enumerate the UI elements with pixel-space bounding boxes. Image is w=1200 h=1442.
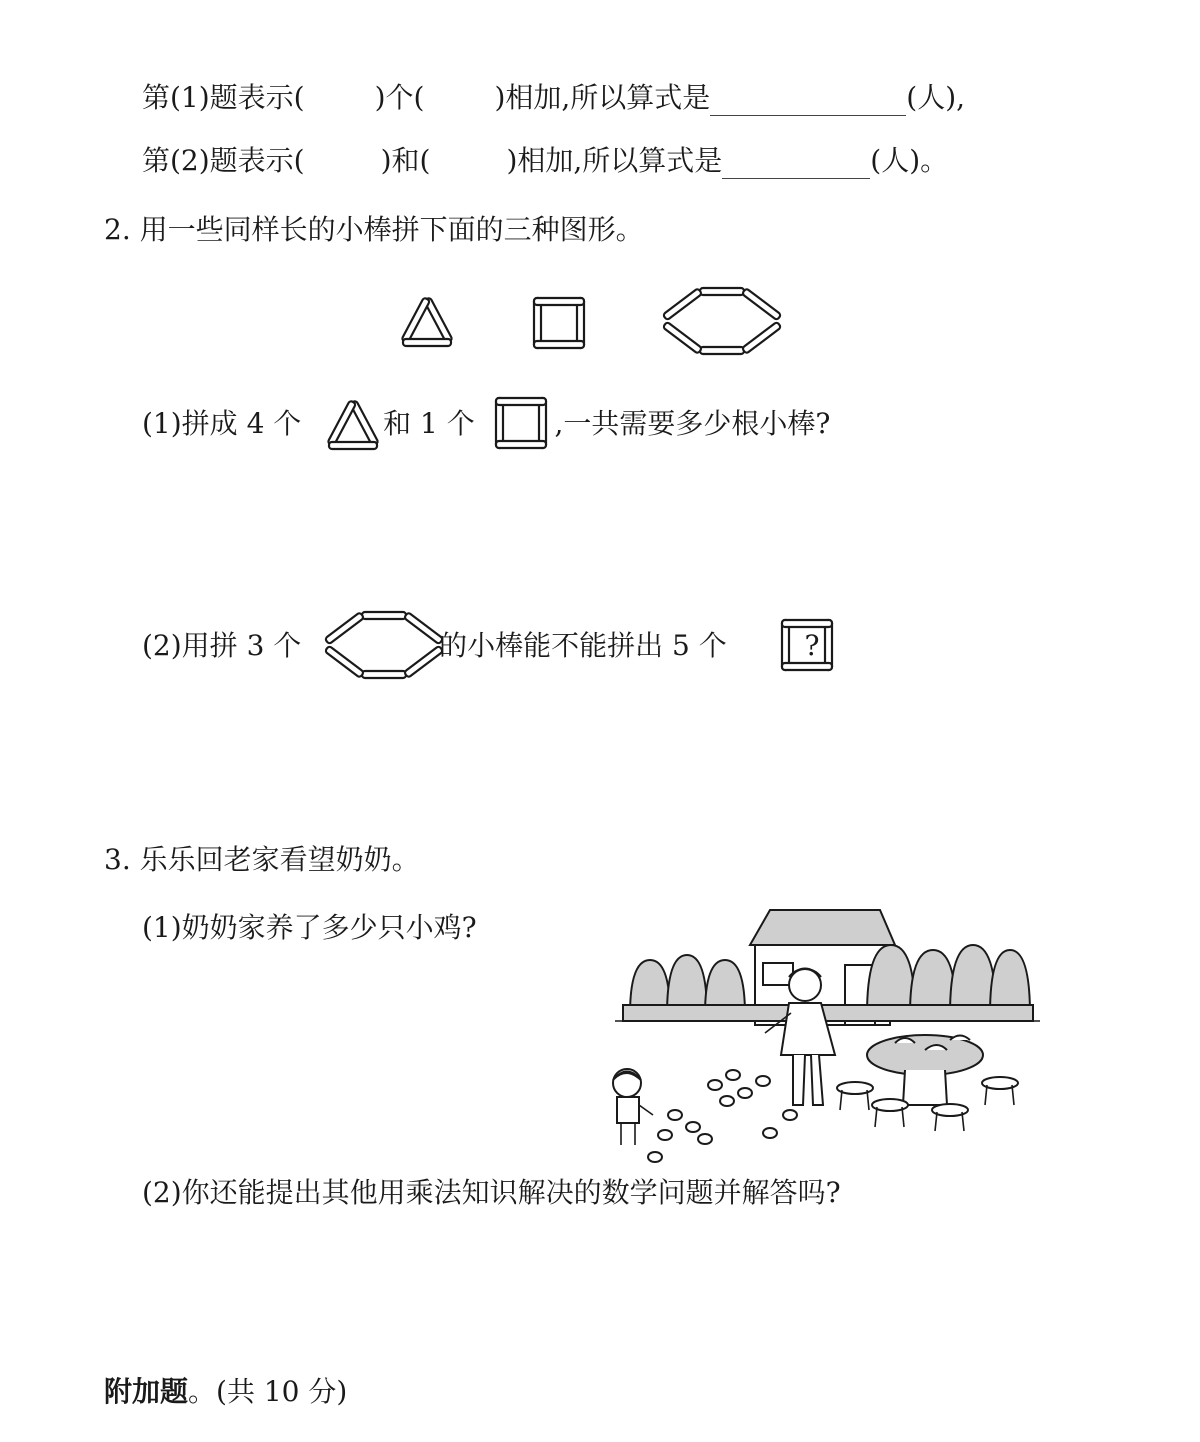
question-3-part-2: (2)你还能提出其他用乘法知识解决的数学问题并解答吗?: [142, 1176, 841, 1209]
extra-note: 。(共 10 分): [188, 1375, 348, 1408]
text: ?: [804, 629, 820, 662]
text: ,一共需要多少根小棒?: [554, 407, 831, 440]
question-2-title: 2. 用一些同样长的小棒拼下面的三种图形。: [104, 213, 644, 246]
text: 的小棒能不能拼出 5 个: [439, 629, 727, 662]
text: (1)拼成 4 个: [142, 407, 302, 440]
farmyard-illustration: [605, 905, 1045, 1175]
square-sticks-icon: [782, 620, 838, 676]
text: )和(: [380, 144, 431, 177]
extra-label: 附加题: [104, 1375, 189, 1408]
question-2-part-2: [142, 628, 820, 664]
square-sticks-icon: [496, 398, 552, 454]
answer-blank[interactable]: [722, 148, 870, 179]
answer-blank[interactable]: [710, 85, 906, 116]
text: (人)。: [870, 144, 949, 177]
question-2-part-1: [142, 406, 830, 442]
text: (2)用拼 3 个: [142, 629, 302, 662]
question-3-title: 3. 乐乐回老家看望奶奶。: [104, 843, 420, 876]
text: 和 1 个: [383, 407, 475, 440]
square-sticks-icon: [534, 298, 588, 352]
triangle-sticks-icon: [400, 297, 456, 349]
fill-in-line-2: [142, 143, 948, 179]
hexagon-sticks-icon: [330, 612, 440, 680]
hexagon-sticks-icon: [668, 288, 778, 356]
text: 第(1)题表示(: [142, 81, 305, 114]
question-3-part-1: (1)奶奶家养了多少只小鸡?: [142, 911, 477, 944]
extra-question-heading: [104, 1374, 347, 1410]
fill-in-line-1: [142, 80, 965, 116]
text: 第(2)题表示(: [142, 144, 305, 177]
text: )相加,所以算式是: [506, 144, 723, 177]
text: )个(: [374, 81, 425, 114]
triangle-sticks-icon: [326, 400, 382, 452]
text: (人),: [906, 81, 966, 114]
text: )相加,所以算式是: [494, 81, 711, 114]
